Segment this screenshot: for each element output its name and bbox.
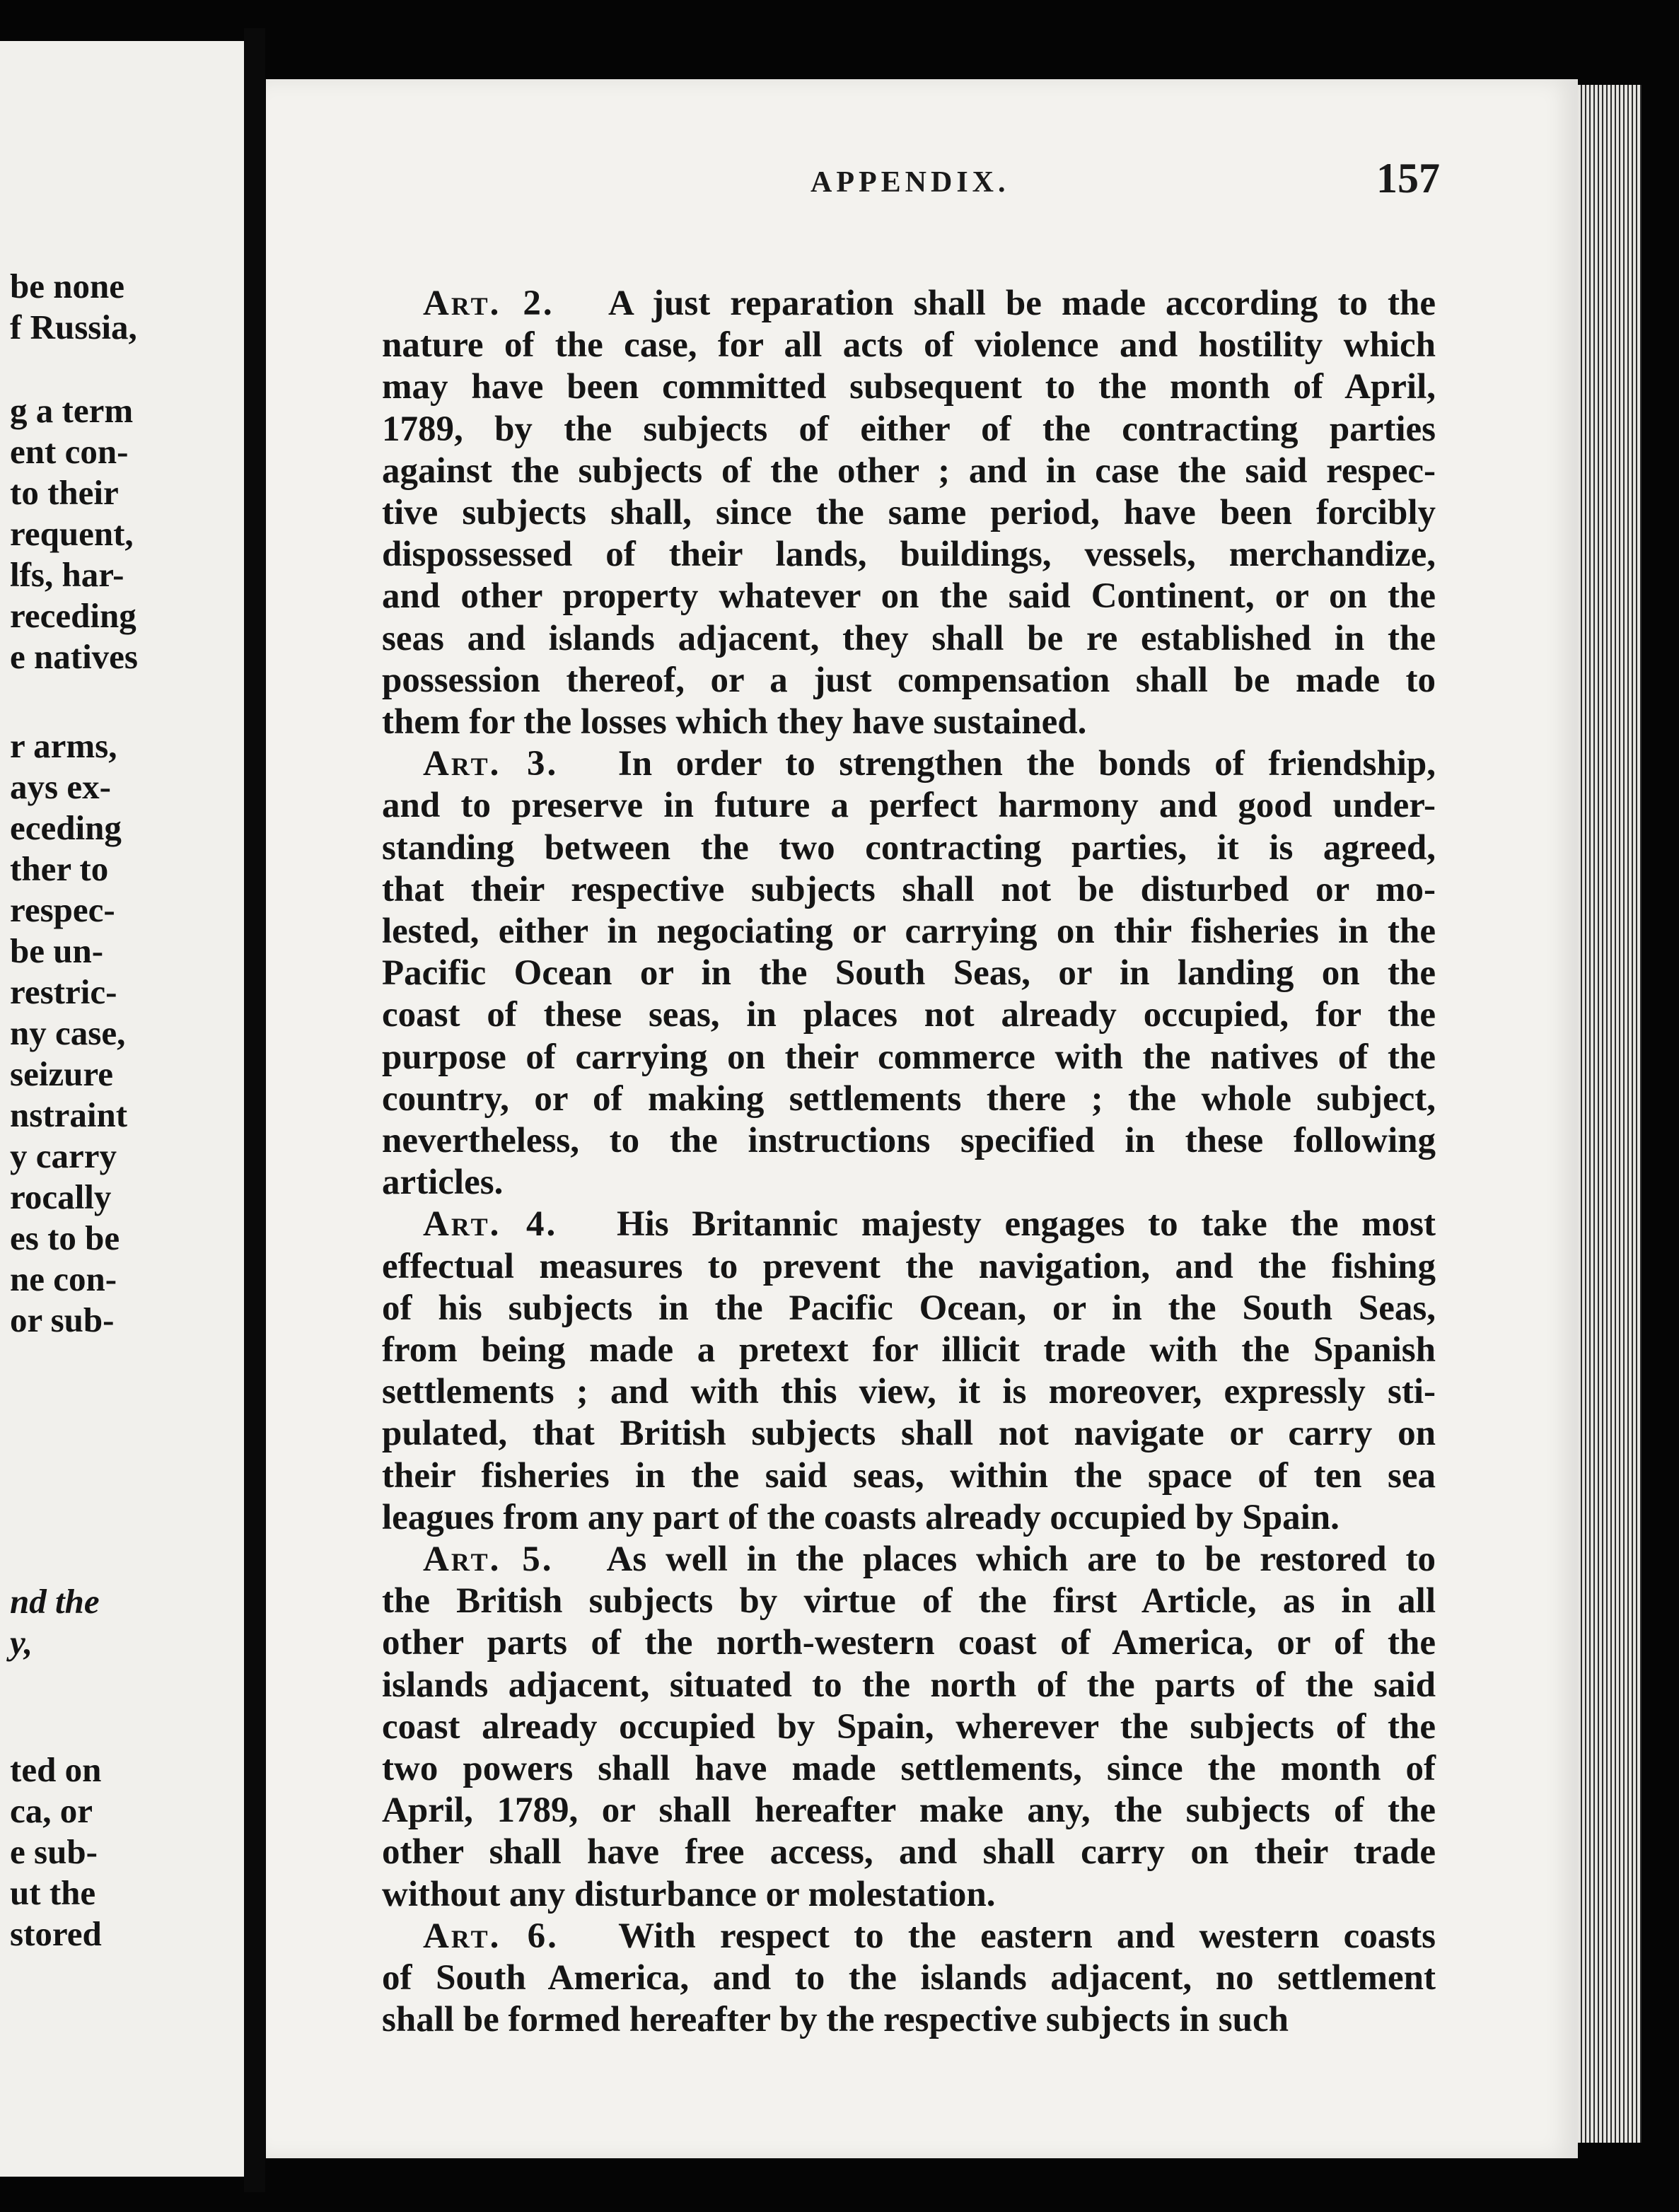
previous-page-line: e natives <box>10 637 138 676</box>
previous-page-line: ted on <box>10 1750 102 1789</box>
body-line: the British subjects by virtue of the first Article, as in all <box>382 1581 1436 1621</box>
article-first-line <box>423 286 1436 322</box>
body-line: may have been committed subsequent to the month of April, <box>382 367 1436 407</box>
body-line: two powers shall have made settlements, since the month of <box>382 1749 1436 1788</box>
body-line: effectual measures to prevent the navigation, and the fishing <box>382 1247 1436 1286</box>
previous-page-line: receding <box>10 596 136 635</box>
body-line: settlements ; and with this view, it is moreover, expressly sti- <box>382 1372 1436 1411</box>
body-line: tive subjects shall, since the same period, have been forcibly <box>382 493 1436 532</box>
previous-page-line: ca, or <box>10 1791 93 1830</box>
previous-page-line: requent, <box>10 514 134 553</box>
body-line: dispossessed of their lands, buildings, vessels, merchandize, <box>382 535 1436 574</box>
body-line: their fisheries in the said seas, within the space of ten sea <box>382 1456 1436 1496</box>
article-label: Art. 4. <box>423 1204 558 1244</box>
previous-page-line: y carry <box>10 1136 117 1175</box>
article-label: Art. 6. <box>423 1916 559 1956</box>
current-page <box>266 79 1578 2158</box>
body-line: without any disturbance or molestation. <box>382 1875 996 1914</box>
previous-page-line: lfs, har- <box>10 555 124 594</box>
body-line: coast of these seas, in places not already occupied, for the <box>382 995 1436 1035</box>
body-line: against the subjects of the other ; and in case the said respec- <box>382 451 1436 491</box>
previous-page-line: eceding <box>10 808 122 847</box>
article-line-text: With respect to the eastern and western coasts <box>594 1916 1436 1956</box>
body-line: nature of the case, for all acts of violence and hostility which <box>382 325 1436 365</box>
previous-page-line: ays ex- <box>10 767 111 806</box>
body-line: Pacific Ocean or in the South Seas, or in landing on the <box>382 953 1436 993</box>
body-line: them for the losses which they have sustained. <box>382 702 1087 742</box>
body-line: seas and islands adjacent, they shall be re established in the <box>382 619 1436 658</box>
body-line: and other property whatever on the said Continent, or on the <box>382 576 1436 616</box>
body-line: of his subjects in the Pacific Ocean, or in the South Seas, <box>382 1288 1436 1328</box>
body-line: April, 1789, or shall hereafter make any, the subjects of the <box>382 1791 1436 1830</box>
page-number: 157 <box>1376 155 1440 202</box>
previous-page-line: nstraint <box>10 1095 128 1134</box>
previous-page-line: ther to <box>10 849 109 888</box>
previous-page-line: respec- <box>10 890 115 929</box>
previous-page-line: ut the <box>10 1873 96 1912</box>
running-head: APPENDIX. <box>811 166 1010 199</box>
previous-page-line: ny case, <box>10 1013 126 1052</box>
body-line: and to preserve in future a perfect harmony and good under- <box>382 786 1436 825</box>
body-line: coast already occupied by Spain, wherever the subjects of the <box>382 1707 1436 1747</box>
article-label: Art. 5. <box>423 1539 554 1579</box>
page-edges <box>1578 85 1642 2143</box>
body-line: articles. <box>382 1163 504 1202</box>
previous-page-line: restric- <box>10 972 117 1011</box>
previous-page-line: to their <box>10 473 119 512</box>
previous-page-line: rocally <box>10 1177 112 1216</box>
body-line: standing between the two contracting parties, it is agreed, <box>382 828 1436 868</box>
previous-page-line: es to be <box>10 1218 120 1257</box>
body-line: other shall have free access, and shall carry on their trade <box>382 1832 1436 1872</box>
previous-page-line: or sub- <box>10 1300 115 1339</box>
body-line: lested, either in negociating or carrying on thir fisheries in the <box>382 912 1436 951</box>
previous-page-line: g a term <box>10 391 134 430</box>
previous-page <box>0 41 248 2177</box>
previous-page-line: be none <box>10 267 125 305</box>
previous-page-line: r arms, <box>10 726 117 765</box>
body-line: that their respective subjects shall not be disturbed or mo- <box>382 870 1436 909</box>
body-line: other parts of the north-western coast of America, or of the <box>382 1623 1436 1663</box>
previous-page-line: seizure <box>10 1054 114 1093</box>
body-line: shall be formed hereafter by the respective subjects in such <box>382 2000 1289 2039</box>
article-line-text: In order to strengthen the bonds of friendship, <box>594 744 1436 784</box>
body-line: islands adjacent, situated to the north of the parts of the said <box>382 1665 1436 1705</box>
article-first-line <box>423 1539 1436 1579</box>
previous-page-line: ne con- <box>10 1259 117 1298</box>
body-line: pulated, that British subjects shall not navigate or carry on <box>382 1414 1436 1453</box>
previous-page-line: stored <box>10 1914 102 1953</box>
previous-page-line: ent con- <box>10 432 129 471</box>
book-gutter <box>244 28 265 2192</box>
body-line: leagues from any part of the coasts already occupied by Spain. <box>382 1498 1340 1537</box>
body-line: 1789, by the subjects of either of the contracting parties <box>382 409 1436 449</box>
body-line: possession thereof, or a just compensation shall be made to <box>382 660 1436 700</box>
article-first-line <box>423 746 1436 782</box>
article-label: Art. 3. <box>423 744 559 784</box>
previous-page-line: f Russia, <box>10 308 137 347</box>
article-line-text: A just reparation shall be made according to the <box>590 284 1436 323</box>
body-line: of South America, and to the islands adjacent, no settlement <box>382 1958 1436 1998</box>
previous-page-line: e sub- <box>10 1832 98 1871</box>
previous-page-line: y, <box>10 1623 33 1662</box>
article-line-text: His Britannic majesty engages to take the most <box>593 1204 1436 1244</box>
article-line-text: As well in the places which are to be restored to <box>589 1539 1436 1579</box>
body-line: nevertheless, to the instructions specified in these following <box>382 1121 1436 1160</box>
body-line: purpose of carrying on their commerce with the natives of the <box>382 1037 1436 1077</box>
body-line: country, or of making settlements there ; the whole subject, <box>382 1079 1436 1119</box>
article-label: Art. 2. <box>423 284 554 323</box>
article-first-line <box>423 1916 1436 1956</box>
article-first-line <box>423 1206 1436 1242</box>
body-line: from being made a pretext for illicit trade with the Spanish <box>382 1330 1436 1370</box>
previous-page-line: be un- <box>10 931 104 970</box>
previous-page-line: nd the <box>10 1582 100 1621</box>
